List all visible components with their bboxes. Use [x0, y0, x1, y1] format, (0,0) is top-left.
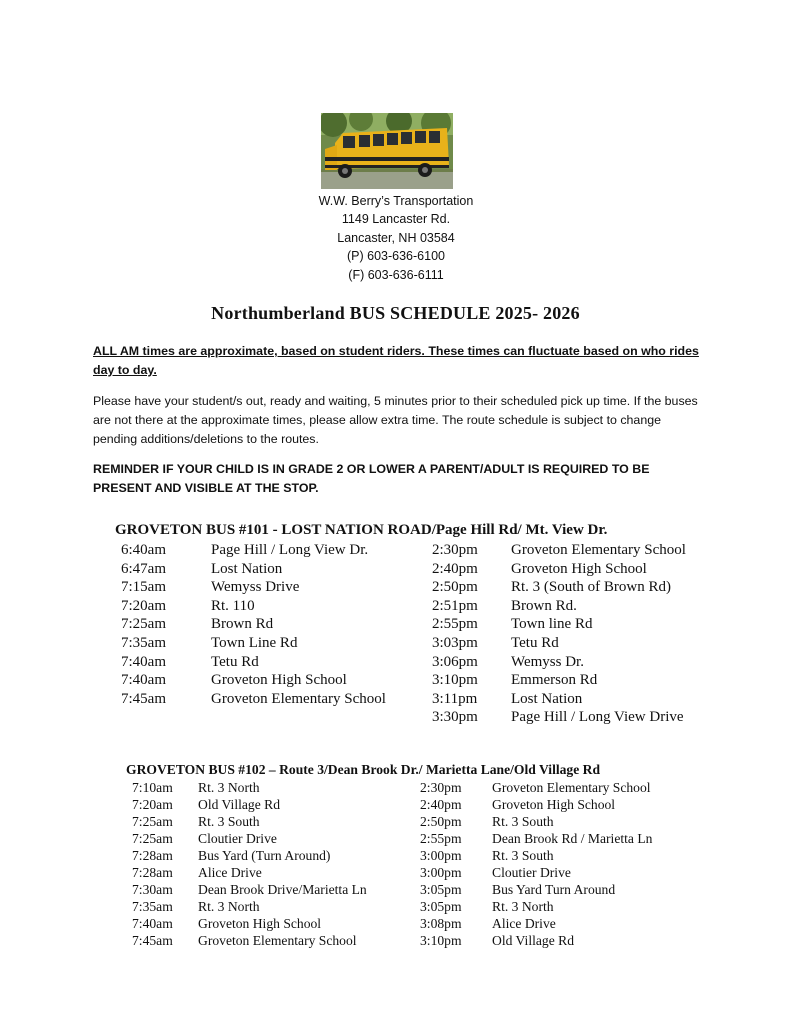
pm-time: 2:55pm — [432, 616, 478, 633]
school-bus-photo — [321, 113, 453, 189]
am-stop: Wemyss Drive — [211, 579, 300, 596]
pm-stop: Town line Rd — [511, 616, 593, 633]
pm-time: 2:40pm — [432, 560, 478, 577]
am-stop: Cloutier Drive — [198, 831, 277, 846]
am-stop: Alice Drive — [198, 865, 262, 880]
am-time: 7:25am — [132, 831, 173, 846]
am-time: 7:20am — [132, 797, 173, 812]
pm-time: 2:51pm — [432, 597, 478, 614]
pm-stop: Groveton Elementary School — [492, 780, 651, 795]
route-101-header: GROVETON BUS #101 - LOST NATION ROAD/Page Hill Rd/ Mt. View Dr. — [115, 522, 608, 538]
pm-time: 2:55pm — [420, 831, 462, 846]
grade-2-reminder: REMINDER IF YOUR CHILD IS IN GRADE 2 OR LOWER A PARENT/ADULT IS REQUIRED TO BE PRESENT AND VISIBLE AT THE STOP. — [93, 462, 650, 495]
am-stop: Page Hill / Long View Dr. — [211, 542, 369, 558]
am-stop: Town Line Rd — [211, 634, 298, 651]
pm-time: 3:00pm — [420, 848, 462, 863]
page-title: Northumberland BUS SCHEDULE 2025- 2026 — [211, 303, 580, 323]
am-time: 6:47am — [121, 560, 166, 577]
am-stop: Rt. 110 — [211, 597, 255, 614]
am-stop: Groveton High School — [198, 916, 322, 931]
am-stop: Old Village Rd — [198, 797, 281, 812]
pm-time: 2:30pm — [420, 780, 462, 795]
am-stop: Bus Yard (Turn Around) — [198, 848, 331, 863]
am-time: 6:40am — [121, 542, 166, 558]
am-stop: Groveton Elementary School — [211, 690, 386, 707]
company-address-block — [250, 192, 542, 284]
approximate-times-notice: ALL AM times are approximate, based on student riders. These times can fluctuate based on who rides day to day. — [93, 344, 699, 377]
pm-time: 2:50pm — [420, 814, 462, 829]
am-time: 7:28am — [132, 848, 173, 863]
am-stop: Rt. 3 North — [198, 780, 260, 795]
am-time: 7:25am — [132, 814, 173, 829]
am-time: 7:15am — [121, 579, 166, 596]
am-stop: Tetu Rd — [211, 653, 259, 670]
pm-stop: Wemyss Dr. — [511, 653, 584, 670]
pm-stop: Dean Brook Rd / Marietta Ln — [492, 831, 653, 846]
pm-time: 2:30pm — [432, 542, 478, 558]
pm-stop: Bus Yard Turn Around — [492, 882, 616, 897]
pm-stop: Rt. 3 North — [492, 899, 554, 914]
pm-time: 3:11pm — [432, 690, 478, 707]
am-time: 7:45am — [121, 690, 166, 707]
pm-stop: Groveton High School — [511, 560, 647, 577]
pm-stop: Rt. 3 South — [492, 814, 554, 829]
pm-stop: Cloutier Drive — [492, 865, 571, 880]
pm-time: 3:30pm — [432, 709, 478, 726]
am-time: 7:20am — [121, 597, 166, 614]
pm-time: 2:40pm — [420, 797, 462, 812]
pm-stop: Page Hill / Long View Drive — [511, 709, 684, 726]
am-stop: Lost Nation — [211, 560, 283, 577]
am-time: 7:40am — [132, 916, 173, 931]
am-stop: Groveton Elementary School — [198, 933, 357, 948]
company-fax: (F) 603-636-6111 — [348, 267, 444, 282]
pm-stop: Rt. 3 (South of Brown Rd) — [511, 579, 672, 596]
am-stop: Rt. 3 North — [198, 899, 260, 914]
am-stop: Brown Rd — [211, 616, 274, 633]
am-time: 7:28am — [132, 865, 173, 880]
pm-time: 2:50pm — [432, 579, 478, 596]
pm-stop: Rt. 3 South — [492, 848, 554, 863]
company-name: W.W. Berry’s Transportation — [318, 194, 474, 208]
pm-time: 3:10pm — [432, 672, 478, 689]
company-street: 1149 Lancaster Rd. — [341, 212, 451, 227]
am-time: 7:25am — [121, 616, 166, 633]
pm-stop: Groveton High School — [492, 797, 616, 812]
am-time: 7:40am — [121, 672, 166, 689]
am-time: 7:30am — [132, 882, 173, 897]
am-stop: Groveton High School — [211, 672, 347, 689]
am-time: 7:35am — [121, 634, 166, 651]
pm-stop: Groveton Elementary School — [511, 542, 686, 558]
pm-time: 3:10pm — [420, 933, 462, 948]
route-102-header: GROVETON BUS #102 – Route 3/Dean Brook Dr./ Marietta Lane/Old Village Rd — [126, 762, 601, 777]
pm-stop: Emmerson Rd — [511, 672, 598, 689]
pickup-instructions: Please have your student/s out, ready and waiting, 5 minutes prior to their scheduled pick up time. If the buses are not there at the approximate times, please allow extra time. The route schedule is subject to change pending additions/deletions to the routes. — [93, 394, 698, 446]
pm-stop: Old Village Rd — [492, 933, 575, 948]
pm-stop: Tetu Rd — [511, 634, 559, 651]
am-time: 7:10am — [132, 780, 173, 795]
am-stop: Dean Brook Drive/Marietta Ln — [198, 882, 367, 897]
am-time: 7:40am — [121, 653, 166, 670]
pm-stop: Lost Nation — [511, 690, 583, 707]
pm-stop: Brown Rd. — [511, 597, 577, 614]
am-time: 7:35am — [132, 899, 173, 914]
pm-time: 3:06pm — [432, 653, 478, 670]
pm-time: 3:05pm — [420, 899, 462, 914]
company-phone: (P) 603-636-6100 — [347, 249, 445, 264]
pm-time: 3:08pm — [420, 916, 462, 931]
pm-time: 3:05pm — [420, 882, 462, 897]
company-city: Lancaster, NH 03584 — [337, 230, 455, 245]
pm-time: 3:03pm — [432, 634, 478, 651]
am-time: 7:45am — [132, 933, 173, 948]
am-stop: Rt. 3 South — [198, 814, 260, 829]
pm-time: 3:00pm — [420, 865, 462, 880]
pm-stop: Alice Drive — [492, 916, 556, 931]
